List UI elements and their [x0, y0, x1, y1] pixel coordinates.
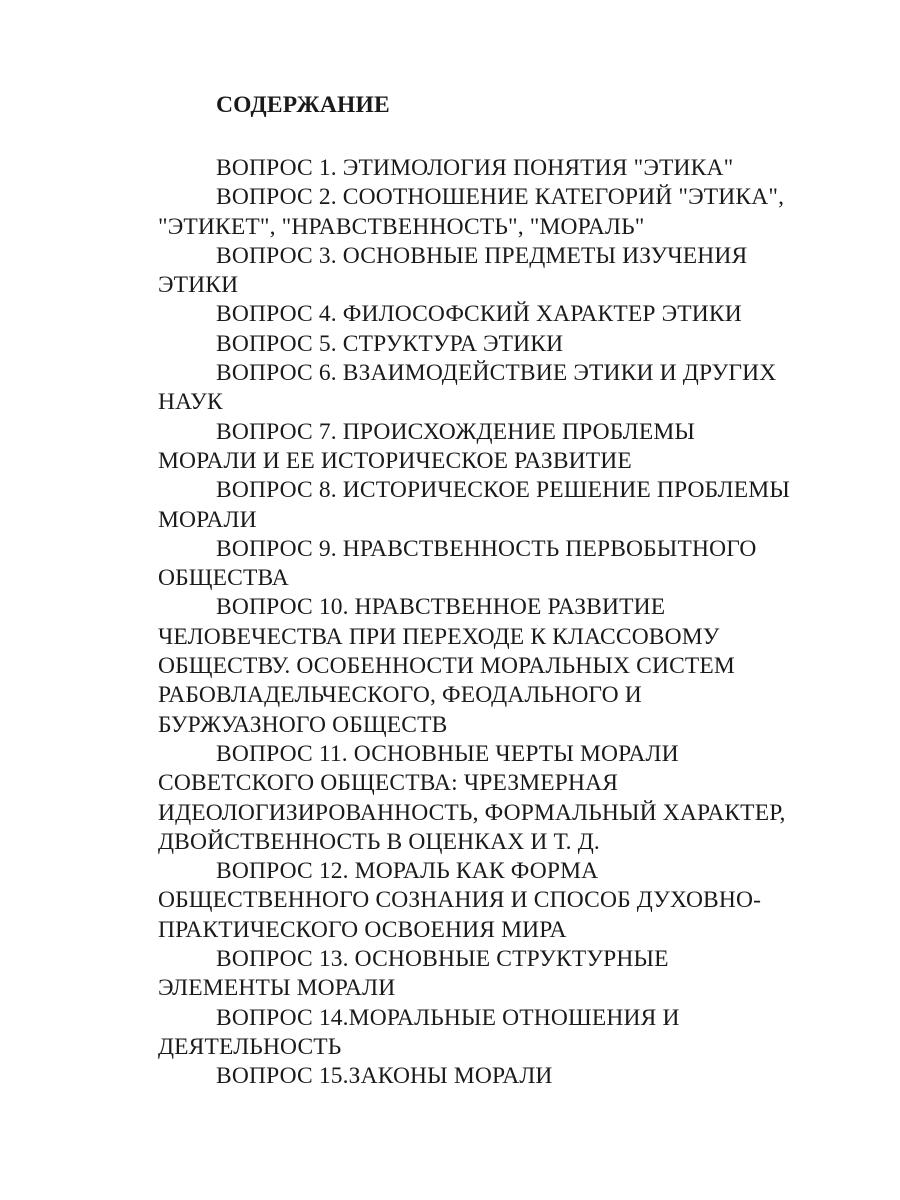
toc-entry-7: ВОПРОС 7. ПРОИСХОЖДЕНИЕ ПРОБЛЕМЫ МОРАЛИ И ЕЕ ИСТОРИЧЕСКОЕ РАЗВИТИЕ: [158, 418, 696, 474]
toc-heading: СОДЕРЖАНИЕ: [216, 92, 390, 118]
toc-entry-4: ВОПРОС 4. ФИЛОСОФСКИЙ ХАРАКТЕР ЭТИКИ: [216, 301, 742, 328]
toc-entry-14: ВОПРОС 14.МОРАЛЬНЫЕ ОТНОШЕНИЯ И ДЕЯТЕЛЬНОСТЬ: [158, 1004, 680, 1060]
toc-entry-5: ВОПРОС 5. СТРУКТУРА ЭТИКИ: [216, 330, 564, 357]
toc-entry-15: ВОПРОС 15.ЗАКОНЫ МОРАЛИ: [216, 1063, 553, 1090]
toc-entry-13: ВОПРОС 13. ОСНОВНЫЕ СТРУКТУРНЫЕ ЭЛЕМЕНТЫ МОРАЛИ: [158, 946, 669, 1002]
toc-list: [158, 154, 798, 1092]
toc-entry-6: ВОПРОС 6. ВЗАИМОДЕЙСТВИЕ ЭТИКИ И ДРУГИХ НАУК: [158, 360, 777, 416]
table-of-contents: [158, 90, 798, 1092]
toc-entry-2: ВОПРОС 2. СООТНОШЕНИЕ КАТЕГОРИЙ "ЭТИКА", "ЭТИКЕТ", "НРАВСТВЕННОСТЬ", "МОРАЛЬ": [158, 184, 785, 240]
toc-entry-1: ВОПРОС 1. ЭТИМОЛОГИЯ ПОНЯТИЯ "ЭТИКА": [216, 155, 734, 181]
toc-entry-8: ВОПРОС 8. ИСТОРИЧЕСКОЕ РЕШЕНИЕ ПРОБЛЕМЫ МОРАЛИ: [158, 477, 790, 533]
toc-entry-9: ВОПРОС 9. НРАВСТВЕННОСТЬ ПЕРВОБЫТНОГО ОБЩЕСТВА: [158, 535, 757, 592]
toc-entry-11: ВОПРОС 11. ОСНОВНЫЕ ЧЕРТЫ МОРАЛИ СОВЕТСКОГО ОБЩЕСТВА: ЧРЕЗМЕРНАЯ ИДЕОЛОГИЗИРОВАННОСТЬ, ФОРМАЛЬНЫЙ ХАРАКТЕР, ДВОЙСТВЕННОСТЬ В ОЦЕНКАХ И Т. Д.: [158, 740, 786, 855]
toc-entry-3: ВОПРОС 3. ОСНОВНЫЕ ПРЕДМЕТЫ ИЗУЧЕНИЯ ЭТИКИ: [158, 242, 748, 299]
toc-entry-12: ВОПРОС 12. МОРАЛЬ КАК ФОРМА ОБЩЕСТВЕННОГО СОЗНАНИЯ И СПОСОБ ДУХОВНО-ПРАКТИЧЕСКОГО ОСВОЕНИЯ МИРА: [158, 858, 762, 943]
toc-entry-10: ВОПРОС 10. НРАВСТВЕННОЕ РАЗВИТИЕ ЧЕЛОВЕЧЕСТВА ПРИ ПЕРЕХОДЕ К КЛАССОВОМУ ОБЩЕСТВУ. ОСОБЕННОСТИ МОРАЛЬНЫХ СИСТЕМ РАБОВЛАДЕЛЬЧЕСКОГО, ФЕОДАЛЬНОГО И БУРЖУАЗНОГО ОБЩЕСТВ: [158, 594, 735, 738]
